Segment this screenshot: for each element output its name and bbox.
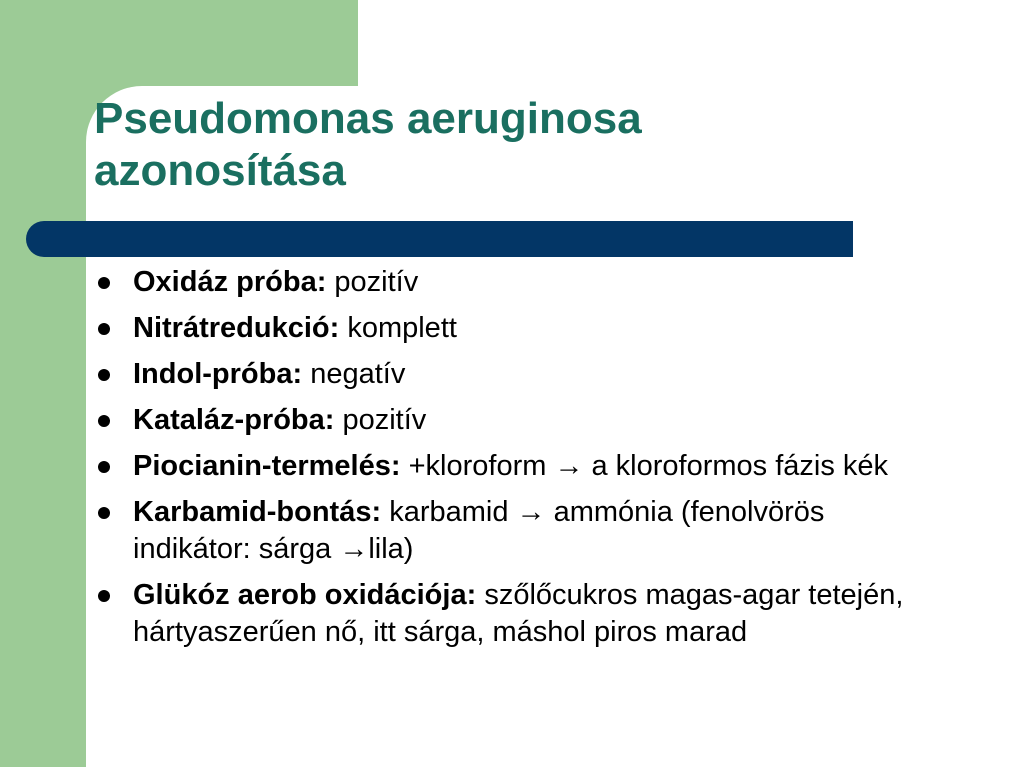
bullet-term: Kataláz-próba: [133, 404, 335, 436]
bullet-text: pozitív [342, 404, 427, 436]
bullet-text: komplett [347, 312, 457, 344]
bullet-term: Oxidáz próba: [133, 266, 327, 298]
bullet-dot-icon [98, 507, 110, 519]
bullet-dot-icon [98, 323, 110, 335]
bullet-item-katalaz [96, 402, 946, 439]
bullet-item-karbamid [96, 494, 946, 568]
bullet-item-oxidaz [96, 264, 946, 301]
bullet-text: pozitív [334, 266, 419, 298]
bullet-list [96, 264, 946, 651]
bullet-term: Piocianin-termelés: [133, 450, 401, 482]
bullet-dot-icon [98, 461, 110, 473]
bullet-item-piocianin [96, 448, 946, 485]
bullet-dot-icon [98, 415, 110, 427]
bullet-text: karbamid → ammónia (fenolvörös indikátor: sárga →lila) [133, 496, 825, 565]
bullet-term: Indol-próba: [133, 358, 303, 390]
bullet-item-indol [96, 356, 946, 393]
bullet-text: negatív [310, 358, 406, 390]
title-underline-bar [26, 221, 853, 257]
slide-title-line-2: azonosítása [94, 146, 346, 195]
slide-title-line-1: Pseudomonas aeruginosa [94, 94, 642, 143]
bullet-term: Karbamid-bontás: [133, 496, 382, 528]
bullet-dot-icon [98, 277, 110, 289]
bullet-term: Nitrátredukció: [133, 312, 340, 344]
bullet-item-nitratredukcio [96, 310, 946, 347]
slide-title [94, 93, 974, 197]
bullet-item-glukoz [96, 577, 946, 651]
bullet-dot-icon [98, 369, 110, 381]
bullet-dot-icon [98, 590, 110, 602]
bullet-text: +kloroform → a kloroformos fázis kék [408, 450, 889, 482]
bullet-term: Glükóz aerob oxidációja: [133, 579, 477, 611]
bullet-text: szőlőcukros magas-agar tetején, hártyaszerűen nő, itt sárga, máshol piros marad [133, 579, 904, 648]
